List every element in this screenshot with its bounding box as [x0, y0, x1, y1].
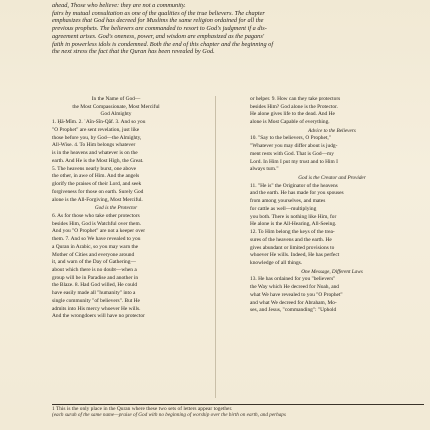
verse-line: the Blaze. 8. Had God willed, He could — [52, 282, 138, 289]
verse-line: earth. And He is the Most High, the Great. — [52, 157, 144, 164]
verse-line: and what We decreed for Abraham, Mo- — [250, 299, 337, 306]
verse-line: Mother of Cities and everyone around — [52, 251, 135, 258]
verse-line: alone is the All-Forgiving, Most Merciful. — [52, 196, 143, 203]
verse-line: gives abundant or limited provisions to — [250, 244, 335, 251]
intro-line: agreement arises. God's oneness, power, and wisdom are emphasized as the pagans' — [52, 32, 265, 40]
section-heading: God is the Creator and Provider — [298, 174, 366, 181]
verse-line: or helper. 9. How can they take protectors — [250, 96, 341, 102]
footnote-rule — [52, 404, 424, 405]
verse-line: sures of the heavens and the earth. He — [250, 236, 332, 243]
verse-line: for cattle as well—multiplying — [250, 205, 317, 212]
verse-line: knowledge of all things. — [250, 260, 303, 267]
verse-line: ses, and Jesus, "commanding": "Uphold — [250, 307, 337, 314]
verse-line: from among yourselves, and mates — [250, 198, 326, 205]
intro-line: the next stress the fact that the Quran has been revealed by God. — [52, 48, 215, 56]
verse-line: "Whatever you may differ about is judg- — [250, 143, 338, 150]
section-heading: One Message, Different Laws — [301, 268, 363, 275]
verse-line: "O Prophet" are sent revelation, just like — [52, 126, 140, 133]
verse-line: He alone gives life to the dead. And He — [250, 111, 335, 118]
footnote-reference: 1 This is the only place in the Quran where these two sets of letters appear together. — [52, 406, 233, 412]
intro-line: ahead, Those who believe: they are not a community. — [52, 2, 186, 9]
footnote-text: (each surah of the same name—praise of God with no beginning of worship over the birth on earth, and perhaps — [52, 412, 286, 419]
verse-line: single community "of believers". But He — [52, 297, 140, 304]
verse-line: the Most Compassionate, Most Merciful — [72, 103, 160, 110]
verse-line: you both. There is nothing like Him, for — [250, 213, 337, 220]
intro-line: faith in powerless idols is condemned. Both the end of this chapter and the beginning of — [52, 40, 274, 48]
verse-line: besides Him? God alone is the Protector. — [250, 103, 338, 110]
verse-line: All-Wise. 4. To Him belongs whatever — [52, 142, 136, 149]
chapter-introduction — [52, 2, 424, 56]
verse-line: the Way which He decreed for Noah, and — [250, 284, 339, 291]
verse-line: 11. "He is" the Originator of the heavens — [250, 182, 338, 189]
verse-line: about which there is no doubt—when a — [52, 266, 137, 273]
section-heading: Advice to the Believers — [308, 127, 356, 134]
verse-line: alone is Most Capable of everything. — [250, 119, 330, 126]
verse-line: 5. The heavens nearly burst, one above — [52, 165, 137, 172]
verse-line: forgiveness for those on earth. Surely God — [52, 188, 144, 195]
verse-line: it, and warn of the Day of Gathering— — [52, 259, 136, 266]
verse-line: ment rests with God. That is God—my — [250, 150, 334, 157]
verse-line: 1. Ḥā-Mĩm. 2. ʿAĩn-Sĩn-Qãf. 3. And so you — [52, 119, 146, 126]
verse-line: whoever He wills. Indeed, He has perfect — [250, 252, 340, 259]
verse-line: God Almighty — [100, 111, 132, 118]
verse-line: 13. He has ordained for you "believers" — [250, 276, 336, 283]
verse-line: 10. "Say to the believers, O Prophet," — [250, 135, 331, 142]
left-column — [52, 96, 180, 321]
verse-line: and the earth. He has made for you spouses — [250, 190, 344, 197]
verse-line: is in the heavens and whatever is on the — [52, 150, 138, 157]
verse-line: And the wrongdoers will have no protector — [52, 313, 145, 320]
verse-line: the other, in awe of Him. And the angels — [52, 173, 140, 180]
verse-line: 6. As for those who take other protectors — [52, 212, 140, 219]
verse-line: them. 7. And so We have revealed to you — [52, 236, 141, 243]
verse-line: And you "O Prophet" are not a keeper over — [52, 228, 146, 235]
verse-line: He alone is the All-Hearing, All-Seeing. — [250, 221, 337, 228]
verse-line: group will be in Paradise and another in — [52, 274, 139, 281]
intro-line: fairs by mutual consultation as one of the qualities of the true believers. The chapter — [52, 9, 265, 17]
verse-line: 12. To Him belong the keys of the trea- — [250, 229, 335, 236]
intro-line: emphasizes that God has decreed for Muslims the same religion ordained for all the — [52, 17, 264, 25]
verse-line: glorify the praises of their Lord, and seek — [52, 181, 142, 188]
section-heading: God is the Protector — [94, 205, 138, 212]
verse-line: those before you, by God—the Almighty, — [52, 134, 142, 141]
verse-line: In the Name of God— — [91, 96, 141, 102]
verse-line: besides Him, God is Watchful over them. — [52, 220, 141, 227]
intro-line: previous prophets. The believers are commanded to resort to God's judgment if a dis- — [52, 25, 267, 33]
verse-line: have easily made all "humanity" into a — [52, 290, 136, 297]
right-column — [250, 96, 414, 315]
footnote — [52, 406, 424, 418]
verse-line: always turn." — [250, 166, 279, 173]
verse-line: admits into His mercy whoever He wills. — [52, 305, 141, 312]
column-divider — [215, 96, 216, 398]
verse-line: what We have revealed to you "O Prophet" — [250, 291, 343, 298]
verse-line: a Quran in Arabic, so you may warn the — [52, 243, 139, 250]
verse-line: Lord. In Him I put my trust and to Him I — [250, 158, 338, 165]
